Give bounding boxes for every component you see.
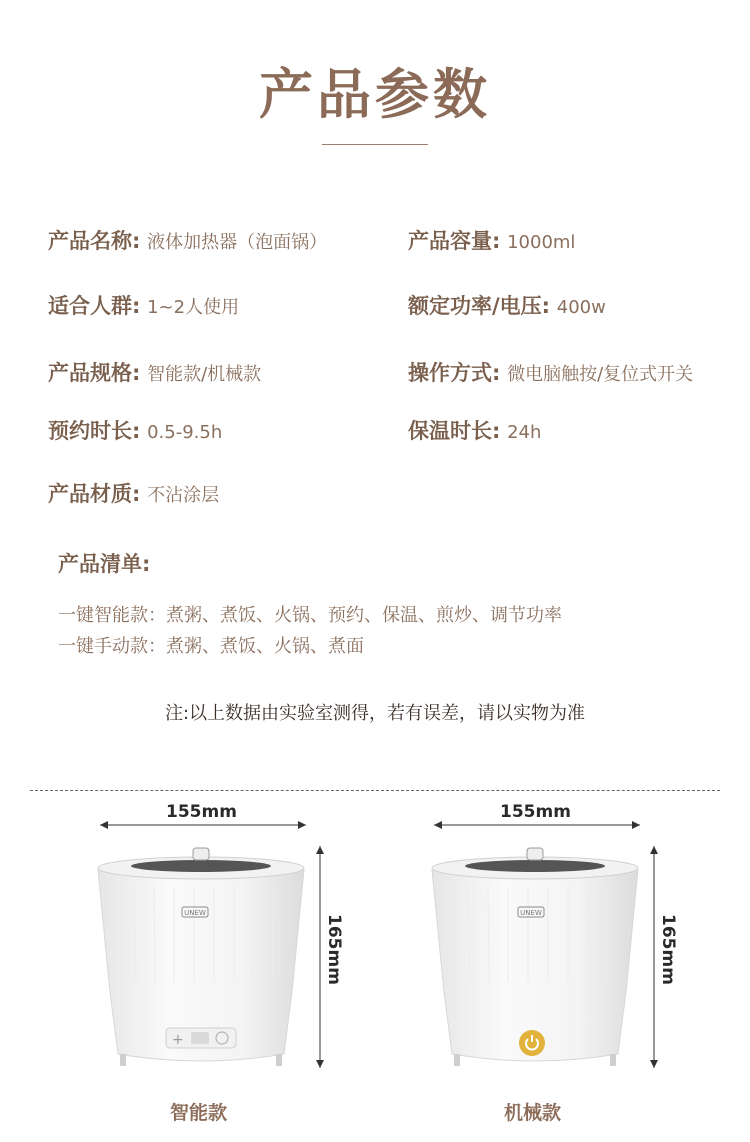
- spec-label: 产品材质:: [48, 482, 141, 506]
- spec-value: 0.5-9.5h: [147, 422, 223, 443]
- svg-text:UNEW: UNEW: [184, 909, 206, 917]
- spec-people: [48, 293, 239, 321]
- spec-label: 保温时长:: [408, 419, 501, 443]
- spec-label: 产品名称:: [48, 229, 141, 253]
- height-label-smart: 165mm: [324, 914, 344, 985]
- pot-image-mechanical: [428, 842, 642, 1074]
- list-item-manual: 一键手动款：煮粥、煮饭、火锅、煮面: [58, 636, 364, 657]
- spec-capacity: [408, 228, 575, 256]
- width-label-smart: 155mm: [166, 802, 237, 822]
- spec-value: 微电脑触按/复位式开关: [507, 364, 694, 385]
- spec-value: 不沾涂层: [147, 485, 220, 506]
- svg-text:+: +: [172, 1032, 184, 1048]
- svg-text:UNEW: UNEW: [520, 909, 542, 917]
- spec-label: 额定功率/电压:: [408, 294, 551, 318]
- spec-value: 24h: [507, 422, 542, 443]
- spec-label: 适合人群:: [48, 294, 141, 318]
- spec-reserve: [48, 418, 222, 446]
- dashed-divider: [30, 790, 720, 791]
- width-arrow-smart: [96, 818, 310, 832]
- spec-label: 操作方式:: [408, 361, 501, 385]
- spec-material: [48, 481, 219, 509]
- spec-label: 产品规格:: [48, 361, 141, 385]
- spec-keepwarm: [408, 418, 541, 446]
- spec-name: [48, 228, 327, 256]
- width-label-mechanical: 155mm: [500, 802, 571, 822]
- page-title: 产品参数: [259, 63, 491, 126]
- list-title: 产品清单:: [58, 552, 151, 576]
- height-label-mechanical: 165mm: [658, 914, 678, 985]
- spec-model: [48, 360, 261, 388]
- spec-label: 预约时长:: [48, 419, 141, 443]
- spec-operation: [408, 360, 693, 388]
- pot-image-smart: [94, 842, 308, 1074]
- list-item-smart: 一键智能款：煮粥、煮饭、火锅、预约、保温、煎炒、调节功率: [58, 605, 562, 626]
- title-divider: [322, 144, 428, 145]
- spec-value: 1000ml: [507, 232, 576, 253]
- spec-value: 1~2人使用: [147, 297, 240, 318]
- width-arrow-mechanical: [430, 818, 644, 832]
- power-knob-icon: [519, 1030, 545, 1056]
- caption-mechanical: 机械款: [504, 1102, 562, 1124]
- caption-smart: 智能款: [170, 1102, 228, 1124]
- spec-value: 400w: [556, 297, 606, 318]
- disclaimer-note: 注:以上数据由实验室测得，若有误差，请以实物为准: [164, 703, 586, 724]
- spec-value: 液体加热器（泡面锅）: [147, 232, 328, 253]
- spec-power: [408, 293, 606, 321]
- spec-value: 智能款/机械款: [147, 364, 262, 385]
- spec-label: 产品容量:: [408, 229, 501, 253]
